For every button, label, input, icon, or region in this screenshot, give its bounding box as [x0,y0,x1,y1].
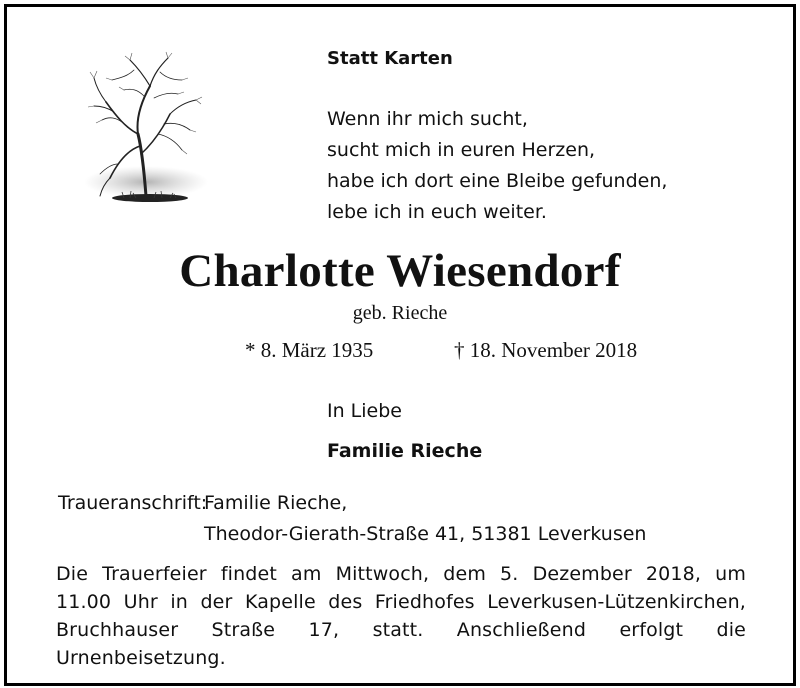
service-line: Die Trauerfeier findet am Mittwoch, dem 5. Dezember 2018, um [56,563,746,585]
heading-statt-karten: Statt Karten [327,48,453,69]
service-line: 11.00 Uhr in der Kapelle des Friedhofes Leverkusen-Lützenkirchen, [56,591,746,613]
birth-name: geb. Rieche [352,302,448,324]
address-line-2: Theodor-Gierath-Straße 41, 51381 Leverkusen [204,523,647,545]
funeral-service-text [56,560,746,672]
poem [327,104,667,228]
poem-line: habe ich dort eine Bleibe gefunden, [327,170,668,192]
family-signature: Familie Rieche [327,440,483,462]
tree-illustration [78,50,223,210]
poem-line: lebe ich in euch weiter. [327,201,547,223]
death-date: † 18. November 2018 [454,338,638,362]
closing-text: In Liebe [327,400,402,422]
poem-line: Wenn ihr mich sucht, [327,108,528,130]
deceased-name: Charlotte Wiesendorf [179,245,621,297]
birth-date: * 8. März 1935 [245,338,374,362]
address-label: Traueranschrift: [58,492,208,514]
service-line: Bruchhauser Straße 17, statt. Anschließend erfolgt die Urnenbeisetzung. [56,619,746,669]
address-line-1: Familie Rieche, [204,492,348,514]
poem-line: sucht mich in euren Herzen, [327,139,596,161]
